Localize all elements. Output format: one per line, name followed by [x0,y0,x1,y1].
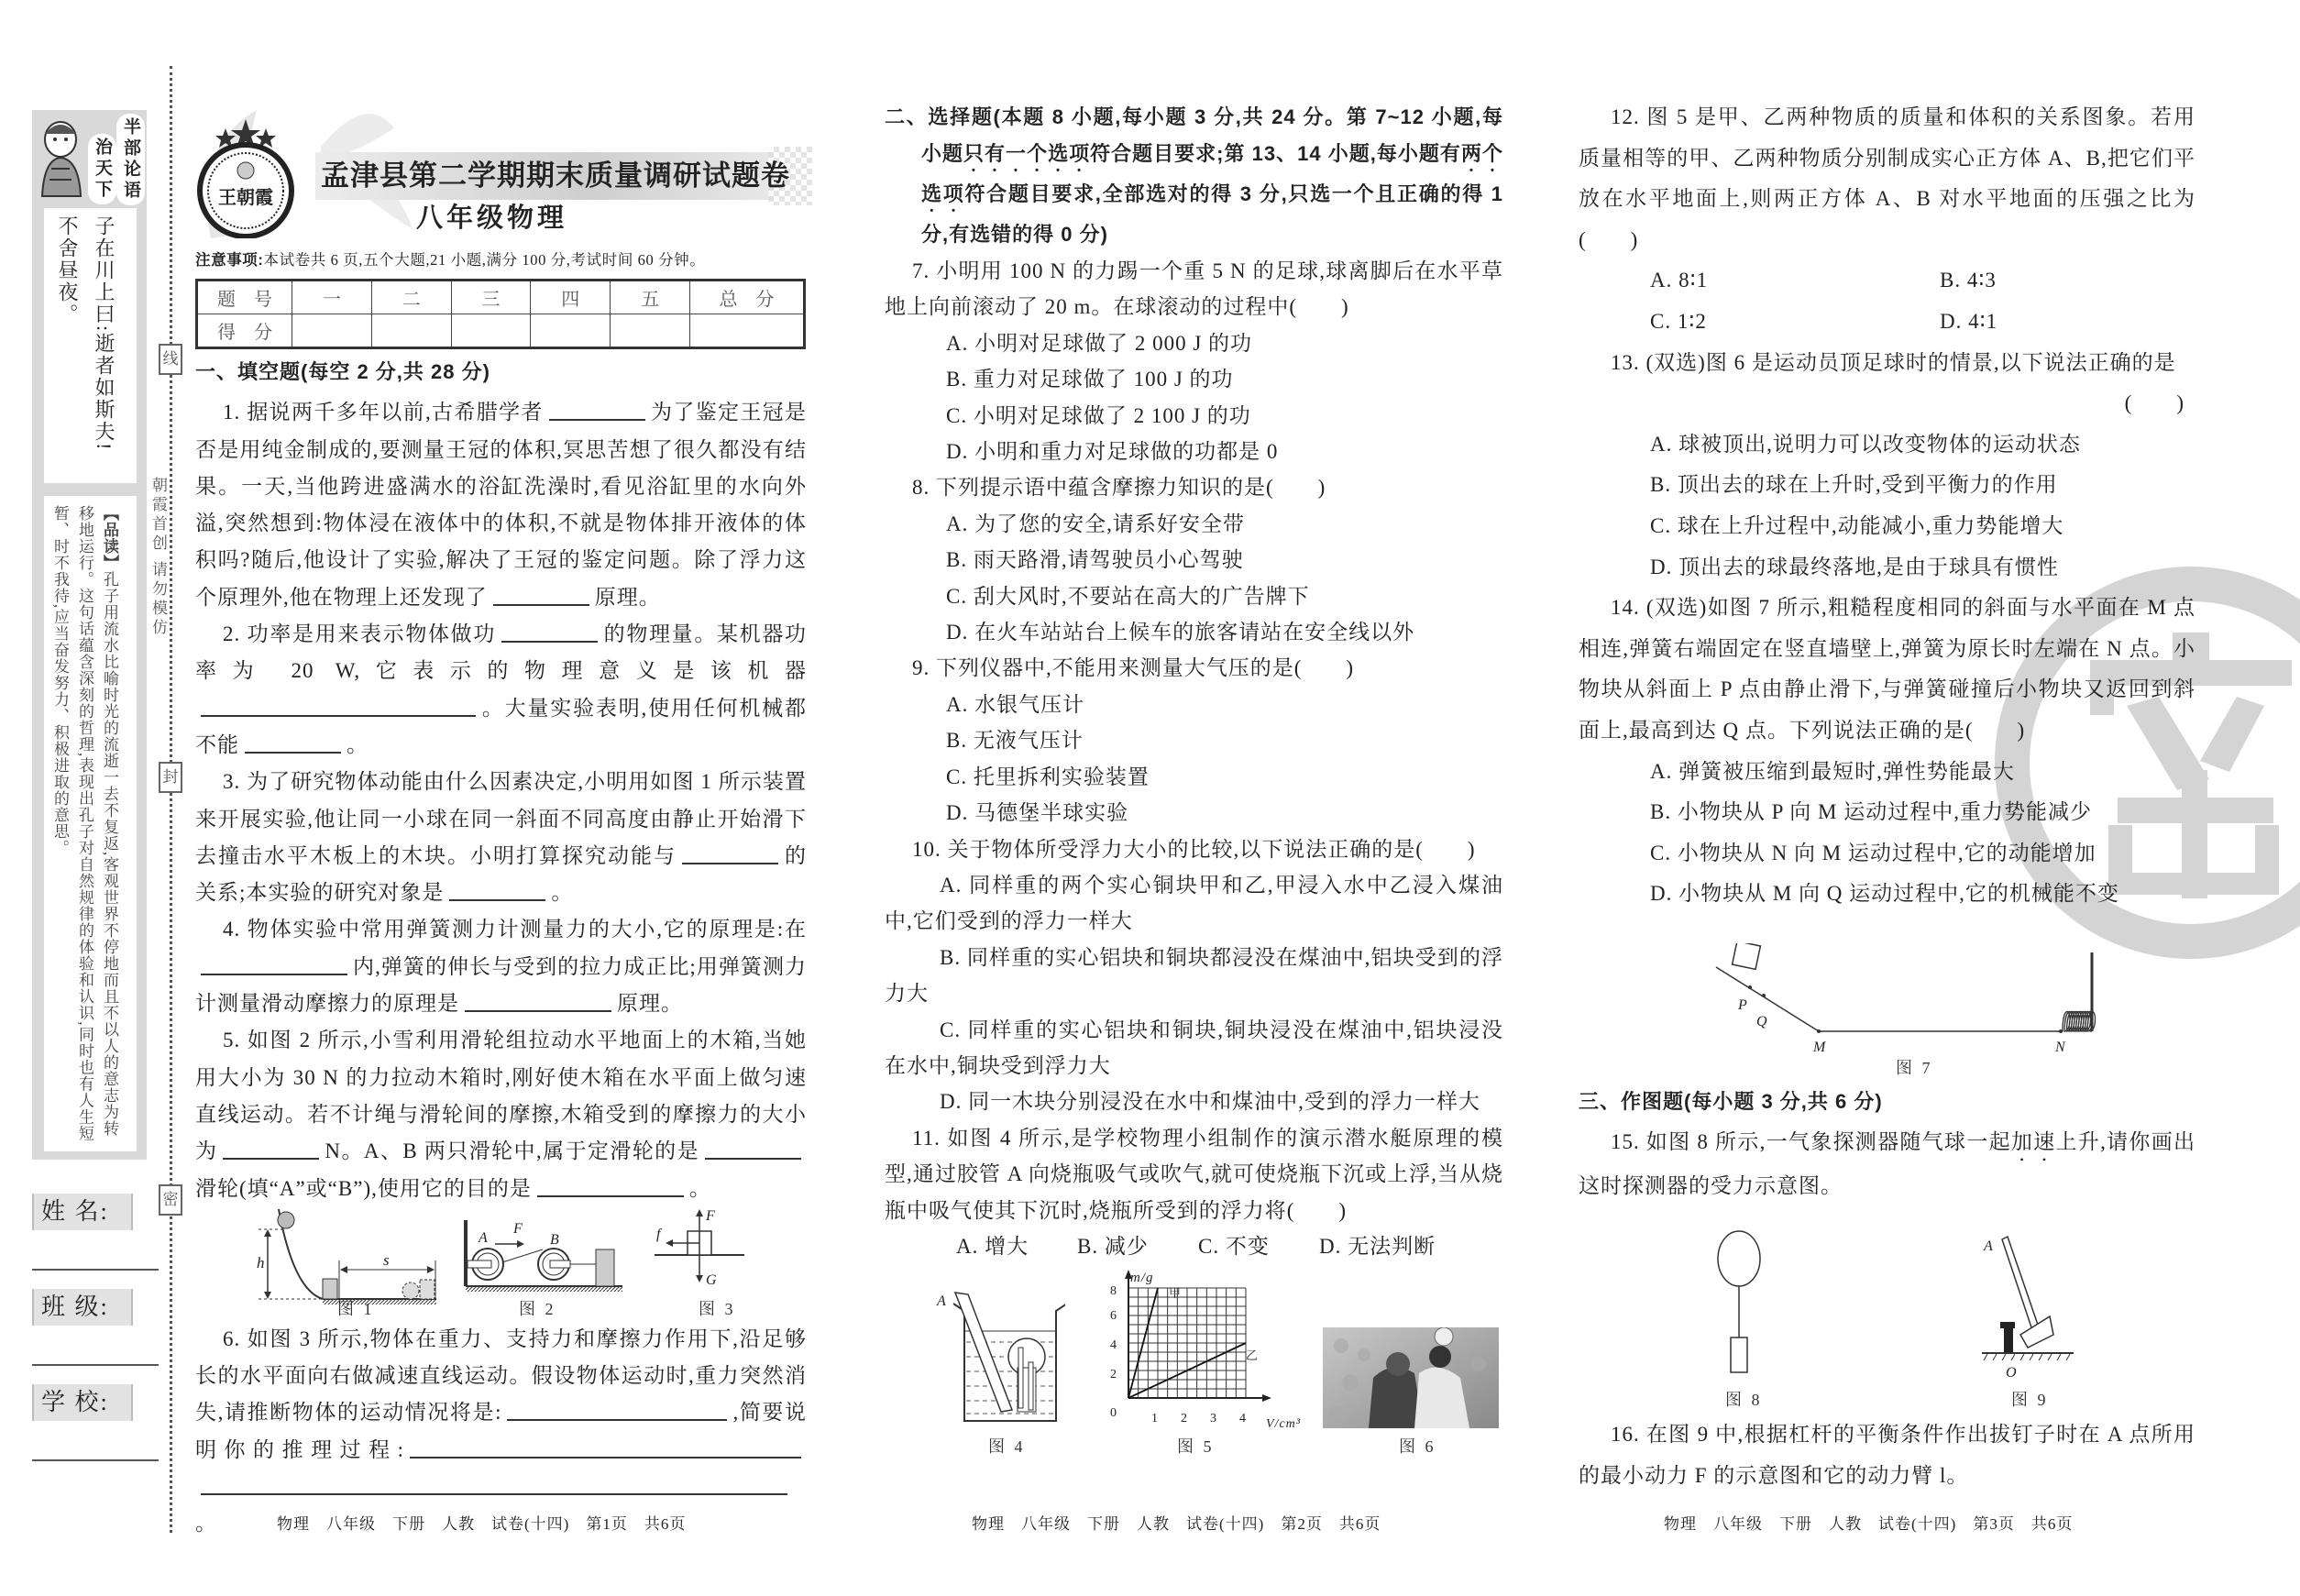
quote-box [44,208,137,483]
figure-1-incline-diagram [257,1207,440,1310]
q10-option-c[interactable]: C. 同样重的实心铝块和铜块,铜块浸没在煤油中,铝块浸没在水中,铜块受到浮力大 [885,1018,1503,1077]
fig1-label-s: s [383,1250,391,1269]
figure-5-mass-volume-chart [1097,1270,1322,1435]
quote-line-1: 子在川上曰:逝者如斯夫! [93,215,116,452]
score-cell: 得 分 [197,314,292,348]
answer-blank[interactable] [410,1436,801,1458]
figure-6-header-photo [1323,1327,1499,1428]
question-4 [195,911,807,1022]
q13-option-d[interactable]: D. 顶出去的球最终落地,是由于球具有惯性 [1650,555,2059,578]
fig7-caption: 图 7 [1896,1058,1933,1077]
fig5-xtick: 0 [1110,1406,1117,1421]
q14-option-d[interactable]: D. 小物块从 M 向 Q 运动过程中,它的机械能不变 [1650,882,2119,906]
fig3-label-f-up: F [706,1207,716,1224]
section1-heading: 一、填空题(每空 2 分,共 28 分) [195,360,490,383]
question-12-stem: 12. 图 5 是甲、乙两种物质的质量和体积的关系图象。若用质量相等的甲、乙两种物质分别制成实心正方体 A、B,把它们平放在水平地面上,则两正方体 A、B 对水平地面的压强之比为( ) [1579,105,2195,251]
fig5-series-label-yi: 乙 [1246,1348,1260,1363]
column-2 [885,99,1503,1462]
footer-page-3: 物理 八年级 下册 人教 试卷(十四) 第3页 共6页 [1664,1515,2074,1533]
score-table-header-row [197,281,805,314]
fig1-caption: 图 1 [337,1299,375,1318]
q9-option-b[interactable]: B. 无液气压计 [946,729,1084,753]
question-15 [1579,1122,2195,1207]
emphasized-text: 两个选项 [921,142,1503,205]
section3-heading: 三、作图题(每小题 3 分,共 6 分) [1579,1089,1883,1113]
score-cell: 五 [611,281,690,314]
score-cell: 二 [371,281,451,314]
score-cell: 一 [292,281,372,314]
q12-option-a[interactable]: A. 8∶1 [1650,269,1709,292]
q11-option-a[interactable]: A. 增大 [956,1234,1029,1258]
answer-blank[interactable] [465,990,611,1012]
text-segment: 1. 据说两千多年以前,古希腊学者 [223,401,544,424]
figure-3-force-diagram [653,1207,754,1297]
q8-option-d[interactable]: D. 在火车站站台上候车的旅客请站在安全线以外 [946,621,1415,644]
text-segment: 2. 功率是用来表示物体做功 [223,622,496,646]
name-field-label: 姓 名: [32,1194,133,1230]
q13-option-b[interactable]: B. 顶出去的球在上升时,受到平衡力的作用 [1650,473,2058,497]
question-6 [195,1321,807,1543]
question-16 [1579,1414,2195,1496]
score-input-cell[interactable] [611,314,690,348]
q10-option-d[interactable]: D. 同一木块分别浸没在水中和煤油中,受到的浮力一样大 [940,1090,1480,1114]
confucius-cartoon-icon [35,114,86,201]
section2-heading [885,99,1503,253]
q12-option-d[interactable]: D. 4∶1 [1940,309,1998,333]
q11-option-c[interactable]: C. 不变 [1198,1234,1270,1258]
q10-option-b[interactable]: B. 同样重的实心铝块和铜块都浸没在煤油中,铝块受到的浮力大 [885,945,1503,1006]
emphasized-text: 加速 [2010,1130,2056,1154]
page-subtitle: 八年级物理 [416,204,568,233]
q8-option-a[interactable]: A. 为了您的安全,请系好安全带 [946,512,1245,535]
emphasized-text: 只有一个选项 [963,142,1091,165]
figures-8-9 [1579,1207,2195,1414]
text-segment: 上升,请你画出这时探测器的受力示意图。 [1579,1130,2196,1198]
quote-line-2: 不舍昼夜。 [56,215,79,325]
q9-option-d[interactable]: D. 马德堡半球实验 [946,801,1129,825]
answer-blank[interactable] [537,1174,684,1196]
figure-8-balloon-probe [1707,1229,1771,1376]
page-title: 孟津县第二学期期末质量调研试题卷 [321,160,790,192]
motto-right: 半部论语 [116,114,145,205]
fig2-label-a: A [479,1229,489,1246]
fig5-caption: 图 5 [1177,1437,1215,1457]
figure-7-row [1579,915,2195,1082]
fig5-xtick: 2 [1181,1412,1188,1426]
text-segment: 原理。 [617,992,683,1016]
binding-dotted-line [170,66,172,1533]
text-segment: 5. 如图 2 所示,小雪利用滑轮组拉动水平地面上的木箱,当她用大小为 30 N 的力拉动木箱时,刚好使木箱在水平面上做匀速直线运动。若不计绳与滑轮间的摩擦,木箱受到的摩擦力的大小为 [195,1029,807,1163]
score-input-cell[interactable] [531,314,611,348]
fig9-caption: 图 9 [2011,1391,2049,1410]
logo-text: 王朝霞 [218,188,273,208]
fig5-ytick: 2 [1110,1368,1117,1382]
answer-blank[interactable] [245,732,341,754]
score-table-score-row [197,314,805,348]
notice-text: 本试卷共 6 页,五个大题,21 小题,满分 100 分,考试时间 60 分钟。 [263,251,706,269]
q12-option-c[interactable]: C. 1∶2 [1650,309,1707,333]
question-13-stem: 13. (双选)图 6 是运动员顶足球时的情景,以下说法正确的是 [1611,350,2176,374]
text-segment: 内,弹簧的伸长与受到的拉力成正比;用弹簧测力计测量滑动摩擦力的原理是 [195,954,807,1016]
reading-label: 【品读】 [101,505,118,571]
answer-blank[interactable] [501,621,598,643]
answer-blank[interactable] [705,1138,801,1160]
text-segment: ,简要说明你的推理过程: [195,1401,808,1461]
question-9-stem: 9. 下列仪器中,不能用来测量大气压的是( ) [912,656,1355,680]
score-cell: 题 号 [197,281,292,314]
fig5-ytick: 4 [1110,1338,1117,1353]
fig9-label-a: A [1984,1238,1994,1255]
text-segment: 二、选择题(本题 8 小题,每小题 3 分,共 24 分。第 7~12 小题,每小题 [885,105,1503,165]
class-field-label: 班 级: [32,1289,133,1326]
fig7-label-p: P [1738,996,1748,1013]
q10-option-a[interactable]: A. 同样重的两个实心铜块甲和乙,甲浸入水中乙浸入煤油中,它们受到的浮力一样大 [885,873,1503,933]
fig4-caption: 图 4 [988,1437,1026,1457]
name-input-line[interactable] [32,1269,159,1271]
score-cell: 四 [531,281,611,314]
fig3-label-g: G [706,1271,718,1288]
q13-answer-paren[interactable]: ( ) [2124,391,2184,415]
spring-coil [2063,1011,2096,1031]
score-input-cell[interactable] [371,314,451,348]
score-cell: 总 分 [690,281,805,314]
text-segment: 6. 如图 3 所示,物体在重力、支持力和摩擦力作用下,沿足够长的水平面向右做减速直线运动。假设物体运动时,重力突然消失,请推断物体的运动情况将是: [195,1326,807,1425]
figure-9-claw-hammer-lever [1980,1232,2108,1381]
answer-blank[interactable] [493,584,589,606]
fig2-label-f: F [513,1220,523,1237]
q13-option-c[interactable]: C. 球在上升过程中,动能减小,重力势能增大 [1650,513,2064,537]
fig2-label-b: B [550,1231,560,1248]
fig7-label-q: Q [1756,1013,1768,1029]
question-1 [195,394,807,616]
question-10-stem: 10. 关于物体所受浮力大小的比较,以下说法正确的是( ) [912,837,1476,861]
text-segment: 3. 为了研究物体动能由什么因素决定,小明用如图 1 所示装置来开展实验,他让同一小球在同一斜面不同高度由静止开始滑下去撞击水平木板上的木块。小明打算探究动能与 [195,770,807,867]
text-segment: 的物理量。某机器功率为 20 W,它表示的物理意义是该机器 [195,622,808,683]
answer-blank[interactable] [201,695,476,717]
footer-page-2: 物理 八年级 下册 人教 试卷(十四) 第2页 共6页 [972,1515,1381,1533]
score-table [195,279,806,349]
text-segment: 原理。 [594,585,661,609]
answer-blank[interactable] [223,1138,319,1160]
question-14-stem: 14. (双选)如图 7 所示,粗糙程度相同的斜面与水平面在 M 点相连,弹簧右端固定在竖直墙壁上,弹簧为原长时左端在 N 点。小物块从斜面上 P 点由静止滑下,与弹簧碰撞后小物块又返回到斜面上,最高到达 Q 点。下列说法正确的是( ) [1579,596,2195,742]
fig5-series-label-jia: 甲 [1169,1286,1183,1301]
text-segment: 。大量实验表明,使用任何机械都不能 [195,696,807,756]
figures-1-3 [195,1207,807,1321]
figure-7-incline-spring-diagram [1711,943,2151,1055]
notice-label: 注意事项: [195,252,264,269]
question-8-stem: 8. 下列提示语中蕴含摩擦力知识的是( ) [912,476,1326,500]
text-segment: 符合题目要求;第 13、14 小题,每小题有 [1090,142,1461,165]
text-segment: 滑轮(填“A”或“B”),使用它的目的是 [195,1176,532,1200]
q7-option-c[interactable]: C. 小明对足球做了 2 100 J 的功 [946,403,1251,427]
q14-option-c[interactable]: C. 小物块从 N 向 M 运动过程中,它的动能增加 [1650,841,2096,864]
school-field-label: 学 校: [32,1384,133,1421]
footer-page-1: 物理 八年级 下册 人教 试卷(十四) 第1页 共6页 [277,1515,687,1533]
q13-option-a[interactable]: A. 球被顶出,说明力可以改变物体的运动状态 [1650,432,2081,456]
column-3 [1579,97,2195,1496]
figure-2-pulley-diagram [462,1216,627,1297]
text-segment: 4. 物体实验中常用弹簧测力计测量力的大小,它的原理是:在 [223,918,807,941]
figure-4-submarine-model [928,1283,1065,1430]
fig5-x-axis-arrow [1262,1394,1271,1402]
q9-option-a[interactable]: A. 水银气压计 [946,692,1085,716]
fig3-label-friction: f [656,1226,662,1242]
text-segment: 15. 如图 8 所示,一气象探测器随气球一起 [1611,1130,2011,1154]
question-7-stem: 7. 小明用 100 N 的力踢一个重 5 N 的足球,球离脚后在水平草地上向前滚动了 20 m。在球滚动的过程中( ) [885,259,1503,319]
fig9-label-o: O [2006,1365,2018,1381]
text-segment: 。 [551,881,574,905]
column-1 [195,354,807,1543]
text-segment: 。 [347,732,369,756]
text-segment: 符合题目要求,全部选对的得 3 分,只选一个且正确的得 1 分,有选错的得 0 分) [921,182,1503,246]
q14-option-a[interactable]: A. 弹簧被压缩到最短时,弹性势能最大 [1650,759,2015,783]
q11-option-b[interactable]: B. 减少 [1077,1234,1149,1258]
class-input-line[interactable] [32,1364,159,1366]
q8-option-b[interactable]: B. 雨天路滑,请驾驶员小心驾驶 [946,548,1244,572]
fig5-xtick: 1 [1151,1412,1159,1426]
q14-option-b[interactable]: B. 小物块从 P 向 M 运动过程中,重力势能减少 [1650,800,2092,824]
fig1-label-h: h [257,1253,266,1271]
q7-option-d[interactable]: D. 小明和重力对足球做的功都是 0 [946,440,1279,464]
text-segment: 。 [688,1176,711,1200]
fig5-ytick: 6 [1110,1309,1117,1324]
score-input-cell[interactable] [451,314,531,348]
fig4-label-a: A [937,1293,947,1310]
fig7-label-m: M [1813,1039,1827,1055]
score-input-cell[interactable] [690,314,805,348]
school-input-line[interactable] [32,1459,159,1461]
text-segment: N。A、B 两只滑轮中,属于定滑轮的是 [325,1139,700,1163]
reading-text: 孔子用流水比喻时光的流逝一去不复返,客观世界不停地而且不以人的意志为转移地运行。这句话蕴含深刻的哲理,表现出孔子对自然规律的体验和认识,同时也有人生短暂、时不我待,应当奋发努力、积极进取的意思。 [51,505,118,1142]
reading-box [44,496,137,1151]
answer-blank[interactable] [549,399,645,421]
answer-blank[interactable] [201,1473,787,1495]
fig5-xlabel: V/cm³ [1266,1417,1301,1432]
question-11-stem: 11. 如图 4 所示,是学校物理小组制作的演示潜水艇原理的模型,通过胶管 A 向烧瓶吸气或吹气,就可使烧瓶下沉或上浮,当从烧瓶中吸气使其下沉时,烧瓶所受到的浮力将( ) [885,1126,1503,1222]
exam-notice [195,248,809,270]
seal-mark-line: 线 [159,344,182,375]
copyright-note: 朝霞首创 请勿模仿 [149,477,167,639]
fig2-caption: 图 2 [519,1299,556,1318]
fig8-caption: 图 8 [1725,1391,1763,1410]
fig5-xtick: 4 [1239,1412,1247,1426]
answer-blank[interactable] [682,842,778,864]
q7-option-a[interactable]: A. 小明对足球做了 2 000 J 的功 [946,331,1253,355]
question-3 [195,764,807,911]
text-segment: 为了鉴定王冠是否是用纯金制成的,要测量王冠的体积,冥思苦想了很久都没有结果。一天,当他跨进盛满水的浴缸洗澡时,看见浴缸里的水向外溢,突然想到:物体浸在液体中的体积,不就是物体排开液体的体积吗?随后,他设计了实验,解决了王冠的鉴定问题。除了浮力这个原理外,他在物理上还发现了 [195,401,808,609]
fig3-caption: 图 3 [699,1299,736,1318]
text-segment: 的关系;本实验的研究对象是 [195,843,807,905]
q11-option-d[interactable]: D. 无法判断 [1319,1234,1436,1258]
q7-option-b[interactable]: B. 重力对足球做了 100 J 的功 [946,368,1234,391]
publisher-logo [194,117,297,238]
question-5 [195,1022,807,1206]
fig6-caption: 图 6 [1399,1437,1436,1457]
text-segment: 。 [195,1512,217,1535]
question-2 [195,616,807,764]
figures-4-6 [885,1264,1503,1462]
answer-blank[interactable] [201,953,347,975]
fig7-label-n: N [2055,1039,2066,1055]
score-input-cell[interactable] [292,314,372,348]
motto-left: 治天下 [88,134,116,204]
fig5-ytick: 8 [1110,1284,1117,1299]
seal-mark-seal: 封 [159,762,182,793]
answer-blank[interactable] [507,1399,727,1421]
q9-option-c[interactable]: C. 托里拆利实验装置 [946,765,1150,788]
score-cell: 三 [451,281,531,314]
fig5-xtick: 3 [1210,1412,1217,1426]
text-segment: 16. 在图 9 中,根据杠杆的平衡条件作出拔钉子时在 A 点所用的最小动力 F 的示意图和它的动力臂 l。 [1579,1423,2195,1487]
fig5-ylabel: m/g [1130,1271,1154,1286]
answer-blank[interactable] [449,879,545,901]
q12-option-b[interactable]: B. 4∶3 [1940,269,1997,292]
seal-mark-secret: 密 [159,1184,182,1216]
q8-option-c[interactable]: C. 刮大风时,不要站在高大的广告牌下 [946,584,1310,608]
